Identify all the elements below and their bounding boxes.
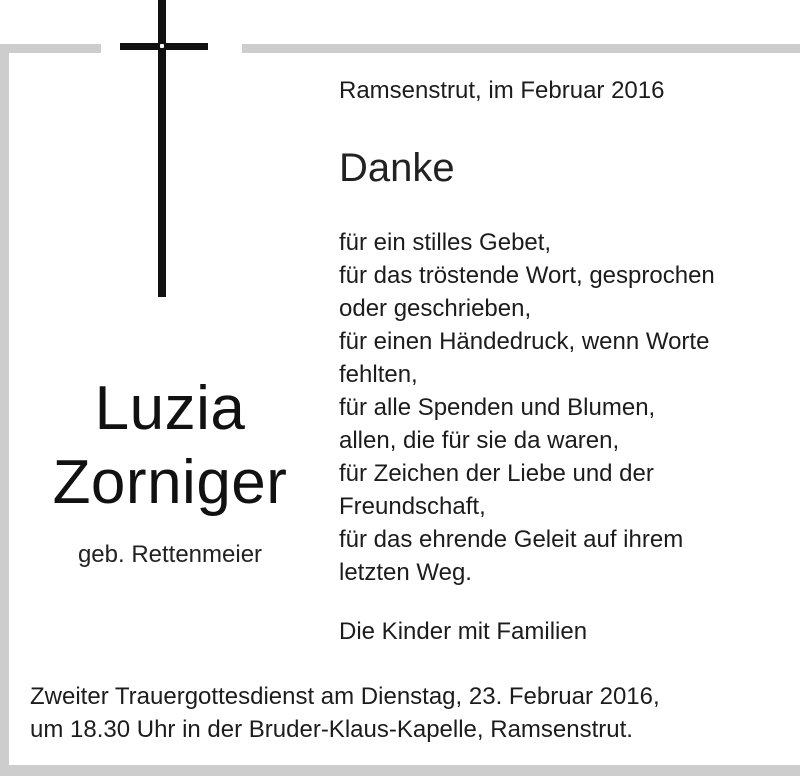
first-name: Luzia [94, 374, 246, 443]
place-date: Ramsenstrut, im Februar 2016 [339, 77, 665, 104]
thanks-line: letzten Weg. [339, 559, 472, 586]
thanks-heading: Danke [339, 146, 455, 190]
frame-top-right-border [242, 44, 800, 53]
thanks-line: oder geschrieben, [339, 295, 532, 322]
cross-horizontal-beam [120, 43, 208, 50]
service-notice-line: Zweiter Trauergottesdienst am Dienstag, 23. Februar 2016, [30, 683, 660, 710]
thanks-line: für einen Händedruck, wenn Worte [339, 328, 710, 355]
thanks-line: fehlten, [339, 361, 418, 388]
thanks-line: für alle Spenden und Blumen, [339, 394, 656, 421]
thanks-list [339, 226, 715, 589]
frame-bottom-border [0, 765, 800, 776]
thanks-line: für das ehrende Geleit auf ihrem [339, 526, 684, 553]
thanks-line: allen, die für sie da waren, [339, 427, 620, 454]
service-notice-line: um 18.30 Uhr in der Bruder-Klaus-Kapelle, Ramsenstrut. [30, 716, 633, 743]
signature: Die Kinder mit Familien [339, 618, 588, 645]
frame-left-border [0, 44, 9, 776]
service-notice [30, 680, 790, 746]
cross-highlight [160, 44, 164, 48]
thanks-line: für Zeichen der Liebe und der [339, 460, 654, 487]
maiden-name: geb. Rettenmeier [77, 541, 263, 568]
thanks-line: für das tröstende Wort, gesprochen [339, 262, 715, 289]
thanks-line: für ein stilles Gebet, [339, 229, 552, 256]
deceased-name-block [30, 372, 310, 570]
cross-icon [120, 0, 208, 300]
thanks-line: Freundschaft, [339, 493, 486, 520]
last-name: Zorniger [52, 448, 288, 517]
frame-top-left-border [0, 44, 101, 53]
